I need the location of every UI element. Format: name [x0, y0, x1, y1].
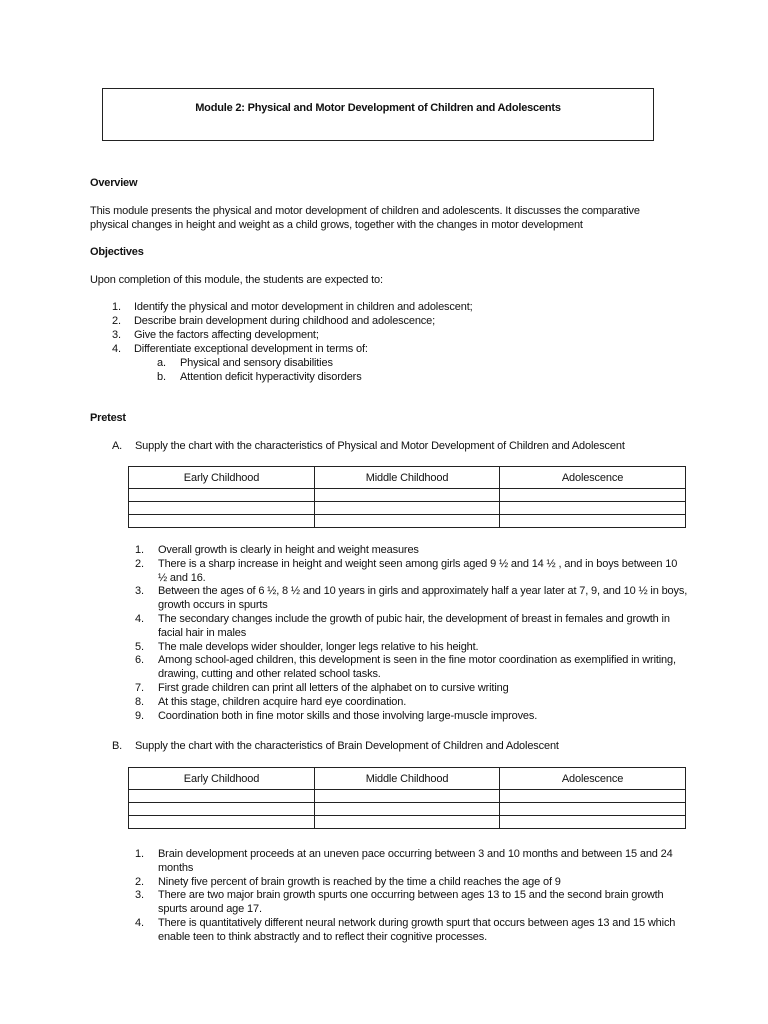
answer-cell[interactable] [129, 803, 315, 816]
list-item: 3. There are two major brain growth spurts one occurring between ages 13 to 15 and the second brain growth spurts around age 17. [135, 889, 664, 916]
objective-item: 3. Give the factors affecting development; [112, 329, 319, 341]
list-item: 2. There is a sharp increase in height and weight seen among girls aged 9 ½ and 14 ½ , and in boys between 10 ½ and 16. [135, 557, 678, 584]
objectives-heading: Objectives [90, 246, 144, 258]
list-item: 8. At this stage, children acquire hard eye coordination. [135, 695, 407, 708]
answer-cell[interactable] [500, 502, 686, 515]
part-a-instruction: Supply the chart with the characteristics of Physical and Motor Development of Children and Adolescent [135, 440, 625, 452]
table-row [129, 790, 686, 803]
answer-cell[interactable] [500, 489, 686, 502]
part-a-items [90, 544, 688, 723]
answer-cell[interactable] [315, 515, 500, 528]
list-item: 7. First grade children can print all letters of the alphabet on to cursive writing [135, 681, 509, 694]
overview-text: This module presents the physical and motor development of children and adolescents. It discusses the comparative physical changes in height and weight as a child grows, together with the changes in motor development [90, 205, 640, 231]
answer-cell[interactable] [315, 502, 500, 515]
column-header: Adolescence [500, 467, 686, 489]
part-a-chart [128, 466, 686, 528]
answer-cell[interactable] [500, 790, 686, 803]
answer-cell[interactable] [315, 489, 500, 502]
table-row [129, 515, 686, 528]
part-a-letter: A. [112, 440, 123, 452]
table-row [129, 502, 686, 515]
answer-cell[interactable] [129, 489, 315, 502]
part-b-items [90, 848, 688, 945]
answer-cell[interactable] [500, 803, 686, 816]
answer-cell[interactable] [129, 790, 315, 803]
part-b-instruction: Supply the chart with the characteristics of Brain Development of Children and Adolescent [135, 740, 559, 752]
list-item: 6. Among school-aged children, this development is seen in the fine motor coordination as exemplified in writing, drawing, cutting and other related school tasks. [135, 654, 676, 681]
answer-cell[interactable] [129, 816, 315, 829]
answer-cell[interactable] [129, 502, 315, 515]
table-row [129, 489, 686, 502]
objective-item: 1. Identify the physical and motor development in children and adolescent; [112, 301, 473, 313]
column-header: Adolescence [500, 768, 686, 790]
list-item: 3. Between the ages of 6 ½, 8 ½ and 10 years in girls and approximately half a year later at 7, 9, and 10 ½ in boys, growth occurs in spurts [135, 585, 688, 612]
objectives-list [90, 300, 690, 384]
column-header: Middle Childhood [315, 768, 500, 790]
list-item: 1. Overall growth is clearly in height and weight measures [135, 544, 419, 556]
objective-item: 4. Differentiate exceptional development in terms of: [112, 343, 368, 355]
answer-cell[interactable] [315, 790, 500, 803]
table-row [129, 816, 686, 829]
answer-cell[interactable] [500, 816, 686, 829]
list-item: 5. The male develops wider shoulder, longer legs relative to his height. [135, 640, 479, 653]
column-header: Early Childhood [129, 768, 315, 790]
list-item: 2. Ninety five percent of brain growth is reached by the time a child reaches the age of 9 [135, 875, 561, 888]
objective-subitem: a. Physical and sensory disabilities [157, 357, 333, 369]
list-item: 4. The secondary changes include the growth of pubic hair, the development of breast in females and growth in facial hair in males [135, 612, 670, 639]
overview-heading: Overview [90, 177, 138, 189]
table-row [129, 803, 686, 816]
column-header: Early Childhood [129, 467, 315, 489]
list-item: 4. There is quantitatively different neural network during growth spurt that occurs between ages 13 and 15 which enable teen to think abstractly and to reflect their cognitive processes. [135, 916, 676, 943]
answer-cell[interactable] [315, 816, 500, 829]
list-item: 1. Brain development proceeds at an uneven pace occurring between 3 and 10 months and between 15 and 24 months [135, 848, 673, 874]
list-item: 9. Coordination both in fine motor skills and those involving large-muscle improves. [135, 709, 538, 722]
objective-subitem: b. Attention deficit hyperactivity disorders [157, 371, 362, 383]
part-b-letter: B. [112, 740, 123, 752]
objectives-intro: Upon completion of this module, the students are expected to: [90, 274, 383, 286]
part-b-chart [128, 767, 686, 829]
answer-cell[interactable] [500, 515, 686, 528]
answer-cell[interactable] [315, 803, 500, 816]
pretest-heading: Pretest [90, 412, 126, 424]
module-title: Module 2: Physical and Motor Development of Children and Adolescents [195, 102, 561, 114]
objective-item: 2. Describe brain development during childhood and adolescence; [112, 315, 436, 327]
answer-cell[interactable] [129, 515, 315, 528]
module-title-box [102, 88, 654, 141]
column-header: Middle Childhood [315, 467, 500, 489]
